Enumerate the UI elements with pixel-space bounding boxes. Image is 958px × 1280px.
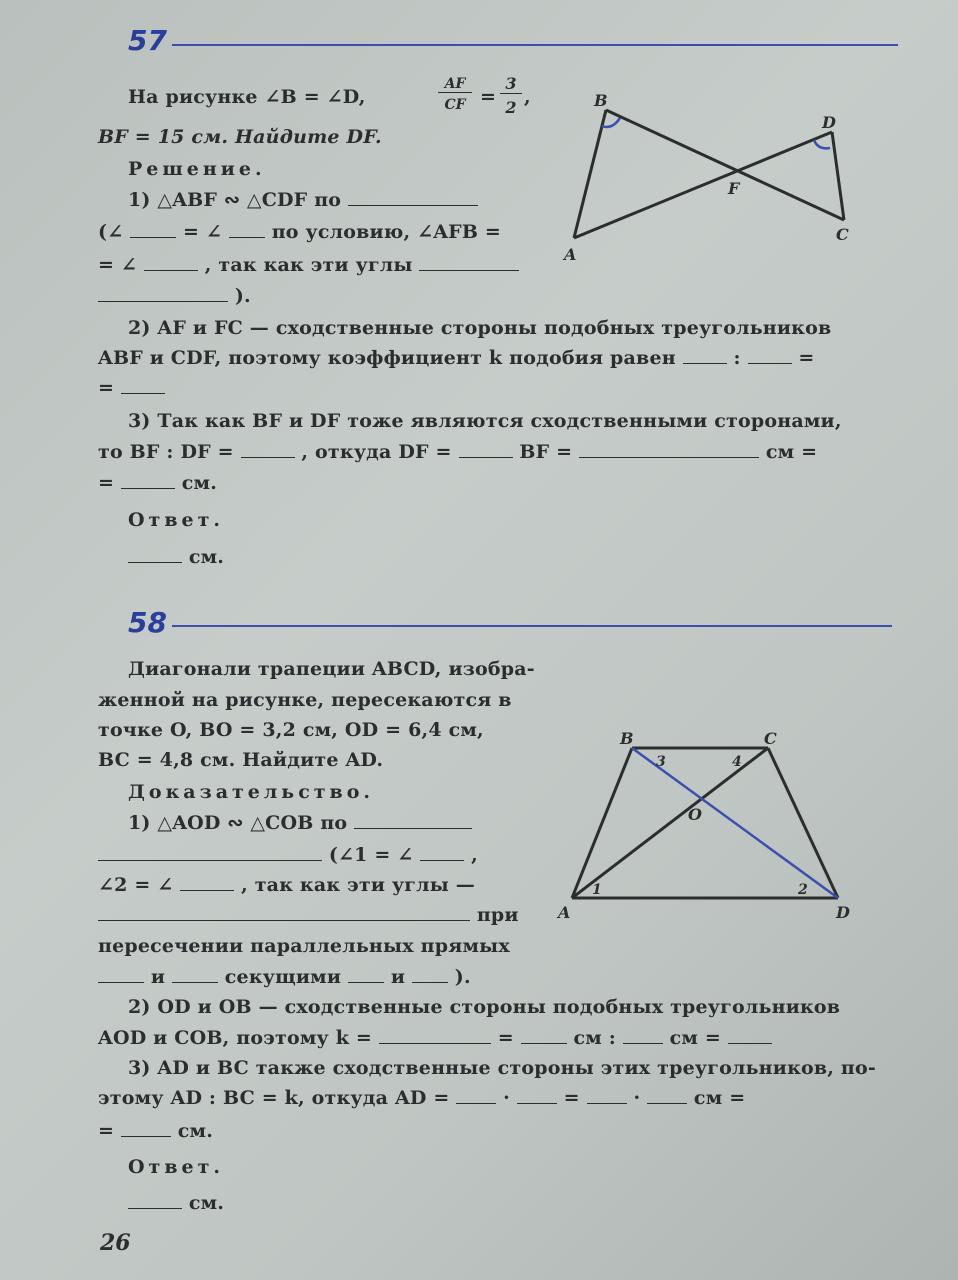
p58-text: см = <box>669 1027 722 1049</box>
p58-text: , так как эти углы — <box>241 874 476 896</box>
p57-frac2-den: 2 <box>505 98 517 117</box>
answer-blank[interactable] <box>459 441 513 458</box>
p57-text: = <box>98 472 115 494</box>
p58-text: ). <box>454 966 471 988</box>
p57-step3-line3 <box>98 472 217 494</box>
answer-blank[interactable] <box>683 347 727 364</box>
label-c: C <box>764 729 777 748</box>
p58-text: и <box>150 966 166 988</box>
p57-text: BF = <box>519 441 573 463</box>
diagonal-bd <box>632 748 838 898</box>
p58-line1: Диагонали трапеции ABCD, изобра- <box>128 658 535 680</box>
answer-blank[interactable] <box>348 189 478 206</box>
answer-blank[interactable] <box>98 844 322 861</box>
answer-blank[interactable] <box>456 1087 496 1104</box>
p57-text: = <box>798 347 815 369</box>
answer-blank[interactable] <box>98 966 144 983</box>
angle-1-label: 1 <box>592 882 602 898</box>
answer-blank[interactable] <box>121 1120 171 1137</box>
figure-57-triangles <box>560 86 860 266</box>
answer-blank[interactable] <box>229 221 265 238</box>
p58-text: = <box>497 1027 514 1049</box>
p57-text: (∠ <box>98 221 124 243</box>
p58-line3: точке O, BO = 3,2 см, OD = 6,4 см, <box>98 719 484 741</box>
p57-step1-text: 1) △ABF ∾ △CDF по <box>128 189 342 211</box>
answer-blank[interactable] <box>623 1027 663 1044</box>
p58-text: ∠2 = ∠ <box>98 874 174 896</box>
p57-text: то BF : DF = <box>98 441 234 463</box>
answer-blank[interactable] <box>98 285 228 302</box>
answer-blank[interactable] <box>517 1087 557 1104</box>
page-number: 26 <box>100 1230 131 1256</box>
p58-text: см : <box>573 1027 616 1049</box>
p57-step2-line1: 2) AF и FC — сходственные стороны подобных треугольников <box>128 317 832 339</box>
answer-blank[interactable] <box>647 1087 687 1104</box>
p58-text: и <box>390 966 406 988</box>
p58-text: AOD и COB, поэтому k = <box>98 1027 373 1049</box>
answer-blank[interactable] <box>172 966 218 983</box>
p57-text: = <box>98 377 115 399</box>
answer-blank[interactable] <box>354 812 472 829</box>
p58-text: , <box>471 844 478 866</box>
answer-blank[interactable] <box>579 441 759 458</box>
p57-solution-label: Решение. <box>128 158 266 180</box>
p57-answer-line <box>128 546 224 568</box>
label-f: F <box>728 179 740 198</box>
answer-blank[interactable] <box>241 441 295 458</box>
figure-58-trapezoid <box>552 728 862 928</box>
p58-text: = <box>563 1087 580 1109</box>
p57-step1-line1 <box>128 189 478 211</box>
label-d: D <box>822 113 836 132</box>
label-c: C <box>836 225 849 244</box>
p57-text: ABF и CDF, поэтому коэффициент k подобия равен <box>98 347 676 369</box>
p58-step1-line2 <box>98 844 478 866</box>
p58-answer-line <box>128 1192 224 1214</box>
p57-answer-label: Ответ. <box>128 509 225 531</box>
p57-text: , так как эти углы <box>204 254 413 276</box>
p57-eq: = <box>480 86 497 108</box>
label-b: B <box>594 91 608 110</box>
p58-step1-line3 <box>98 874 475 896</box>
p57-step1-line2 <box>98 221 501 243</box>
label-o: O <box>688 805 702 824</box>
answer-blank[interactable] <box>420 844 464 861</box>
p57-frac1-num: AF <box>438 76 472 93</box>
p58-step1-line4 <box>98 904 519 926</box>
p57-line2: BF = 15 см. Найдите DF. <box>98 126 382 148</box>
p58-step3-line3 <box>98 1120 213 1142</box>
answer-blank[interactable] <box>379 1027 491 1044</box>
answer-blank[interactable] <box>121 472 175 489</box>
p58-text: (∠1 = ∠ <box>328 844 414 866</box>
p57-text: см = <box>765 441 818 463</box>
answer-blank[interactable] <box>348 966 384 983</box>
answer-blank[interactable] <box>412 966 448 983</box>
p57-line1: На рисунке ∠B = ∠D, <box>128 86 366 108</box>
p58-text: секущими <box>224 966 342 988</box>
p57-step2-line2 <box>98 347 815 369</box>
p58-text: 1) △AOD ∾ △COB по <box>128 812 348 834</box>
p58-text: при <box>476 904 519 926</box>
p57-text: см. <box>181 472 218 494</box>
p58-text: · <box>503 1087 510 1109</box>
answer-blank[interactable] <box>128 1192 182 1209</box>
p57-text: = ∠ <box>182 221 223 243</box>
p57-text: = ∠ <box>98 254 138 276</box>
answer-blank[interactable] <box>419 254 519 271</box>
angle-3-label: 3 <box>656 754 666 770</box>
angle-4-label: 4 <box>732 754 742 770</box>
p58-step1-line1 <box>128 812 472 834</box>
answer-blank[interactable] <box>587 1087 627 1104</box>
answer-blank[interactable] <box>521 1027 567 1044</box>
p58-answer-label: Ответ. <box>128 1156 225 1178</box>
p58-step3-line2 <box>98 1087 745 1109</box>
p58-step2-line1: 2) OD и OB — сходственные стороны подобных треугольников <box>128 996 841 1018</box>
angle-d-arc <box>814 140 830 148</box>
p58-text: = <box>98 1120 115 1142</box>
p58-line4: BC = 4,8 см. Найдите AD. <box>98 749 384 771</box>
answer-blank[interactable] <box>728 1027 772 1044</box>
p58-line2: женной на рисунке, пересекаются в <box>98 689 512 711</box>
p57-frac2-num: 3 <box>500 74 522 94</box>
p57-frac2 <box>500 74 522 117</box>
answer-blank[interactable] <box>748 347 792 364</box>
p57-step3-line2 <box>98 441 817 463</box>
p57-text: , откуда DF = <box>301 441 452 463</box>
p58-step1-line5: пересечении параллельных прямых <box>98 935 510 957</box>
answer-blank[interactable] <box>144 254 198 271</box>
p58-text: этому AD : BC = k, откуда AD = <box>98 1087 450 1109</box>
answer-blank[interactable] <box>180 874 234 891</box>
p57-frac1 <box>438 76 472 113</box>
p58-text: см. <box>177 1120 214 1142</box>
p58-text: см. <box>188 1192 225 1214</box>
p58-proof-label: Доказательство. <box>128 781 375 803</box>
p58-step3-line1: 3) AD и BC также сходственные стороны этих треугольников, по- <box>128 1057 876 1079</box>
p57-step3-line1: 3) Так как BF и DF тоже являются сходственными сторонами, <box>128 410 842 432</box>
p57-step2-line3 <box>98 377 165 399</box>
p57-text: ). <box>234 285 251 307</box>
p57-text: : <box>733 347 741 369</box>
angle-2-label: 2 <box>798 882 808 898</box>
p58-step2-line2 <box>98 1027 772 1049</box>
p57-comma: , <box>524 86 531 108</box>
p57-text: по условию, ∠AFB = <box>271 221 502 243</box>
p57-step1-line3 <box>98 254 519 276</box>
p57-step1-line4 <box>98 285 251 307</box>
label-a: A <box>558 903 571 922</box>
label-b: B <box>620 729 634 748</box>
answer-blank[interactable] <box>130 221 176 238</box>
problem-58-number: 58 <box>128 606 167 639</box>
problem-57-number: 57 <box>128 24 167 57</box>
problem-58-rule <box>172 625 892 627</box>
p57-frac1-den: CF <box>444 97 466 113</box>
problem-57-rule <box>172 44 898 46</box>
p58-step1-line6 <box>98 966 471 988</box>
label-d: D <box>836 903 850 922</box>
answer-blank[interactable] <box>128 546 182 563</box>
p58-text: см = <box>693 1087 746 1109</box>
p58-text: · <box>633 1087 641 1109</box>
p57-text: см. <box>188 546 225 568</box>
answer-blank[interactable] <box>121 377 165 394</box>
answer-blank[interactable] <box>98 904 470 921</box>
label-a: A <box>564 245 577 264</box>
